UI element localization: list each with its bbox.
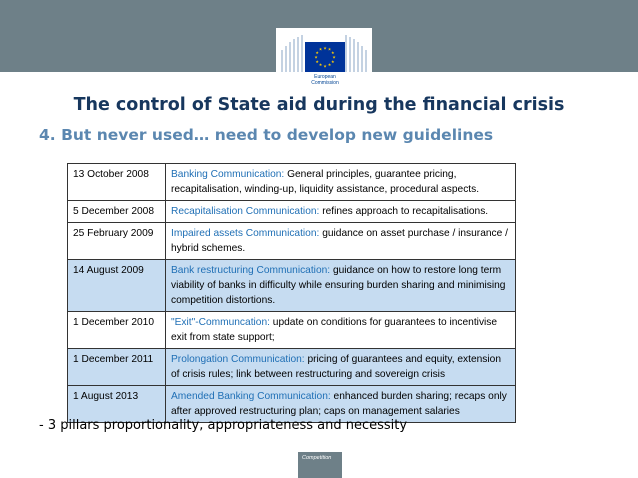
row-description bbox=[166, 349, 516, 386]
communication-name: Recapitalisation Communication: bbox=[171, 206, 320, 217]
row-description bbox=[166, 260, 516, 312]
row-date: 5 December 2008 bbox=[68, 201, 166, 223]
flag-star-icon: ★ bbox=[318, 46, 323, 52]
row-date: 25 February 2009 bbox=[68, 223, 166, 260]
flag-star-icon: ★ bbox=[327, 46, 332, 52]
row-date: 1 December 2011 bbox=[68, 349, 166, 386]
flag-star-icon: ★ bbox=[314, 54, 318, 60]
communication-name: Bank restructuring Communication: bbox=[171, 265, 331, 276]
table-row bbox=[68, 164, 516, 201]
row-description bbox=[166, 164, 516, 201]
flag-star-icon: ★ bbox=[330, 58, 335, 64]
table-row bbox=[68, 349, 516, 386]
communication-summary: update on conditions for guarantees to incentivise exit from state support; bbox=[171, 317, 498, 343]
logo-line-1: European bbox=[314, 74, 336, 80]
row-description bbox=[166, 312, 516, 349]
communication-name: Amended Banking Communication: bbox=[171, 391, 331, 402]
table-row bbox=[68, 223, 516, 260]
pillars-bullet: - 3 pillars proportionality, appropriateness and necessity bbox=[39, 418, 408, 433]
communication-name: Impaired assets Communication: bbox=[171, 228, 320, 239]
table-row bbox=[68, 386, 516, 423]
row-date: 1 December 2010 bbox=[68, 312, 166, 349]
flag-star-icon: ★ bbox=[318, 62, 323, 68]
communication-summary: General principles, guarantee pricing, recapitalisation, winding-up, liquidity assistance, procedural aspects. bbox=[171, 169, 480, 195]
logo-label bbox=[295, 74, 355, 86]
row-date: 13 October 2008 bbox=[68, 164, 166, 201]
row-description bbox=[166, 201, 516, 223]
communication-summary: guidance on asset purchase / insurance / hybrid schemes. bbox=[171, 228, 508, 254]
flag-star-icon: ★ bbox=[315, 49, 320, 55]
flag-star-icon: ★ bbox=[323, 63, 327, 69]
slide-title: The control of State aid during the financial crisis bbox=[73, 95, 565, 115]
flag-star-icon: ★ bbox=[330, 49, 335, 55]
eu-flag-icon bbox=[305, 42, 345, 72]
flag-star-icon: ★ bbox=[327, 62, 332, 68]
communication-name: Banking Communication: bbox=[171, 169, 285, 180]
communication-name: Prolongation Communication: bbox=[171, 354, 305, 365]
flag-star-icon: ★ bbox=[323, 45, 327, 51]
communication-name: "Exit"-Communcation: bbox=[171, 317, 270, 328]
communication-summary: pricing of guarantees and equity, extension of crisis rules; link between restructuring and sovereign crisis bbox=[171, 354, 501, 380]
row-description bbox=[166, 386, 516, 423]
table-row bbox=[68, 312, 516, 349]
table-row bbox=[68, 260, 516, 312]
logo-line-2: Commission bbox=[311, 80, 339, 86]
communication-summary: guidance on how to restore long term viability of banks in difficulty while ensuring burden sharing and minimising competition distortions. bbox=[171, 265, 506, 306]
flag-star-icon: ★ bbox=[315, 58, 320, 64]
communication-summary: enhanced burden sharing; recaps only after approved restructuring plan; caps on management salaries bbox=[171, 391, 507, 417]
flag-star-icon: ★ bbox=[332, 54, 336, 60]
footer-competition-tag: Competition bbox=[298, 452, 342, 478]
communication-summary: refines approach to recapitalisations. bbox=[319, 206, 489, 217]
row-date: 14 August 2009 bbox=[68, 260, 166, 312]
european-commission-logo bbox=[276, 28, 372, 92]
table-row bbox=[68, 201, 516, 223]
row-date: 1 August 2013 bbox=[68, 386, 166, 423]
slide-subtitle: 4. But never used… need to develop new guidelines bbox=[39, 126, 494, 144]
row-description bbox=[166, 223, 516, 260]
guidelines-table bbox=[67, 163, 516, 423]
